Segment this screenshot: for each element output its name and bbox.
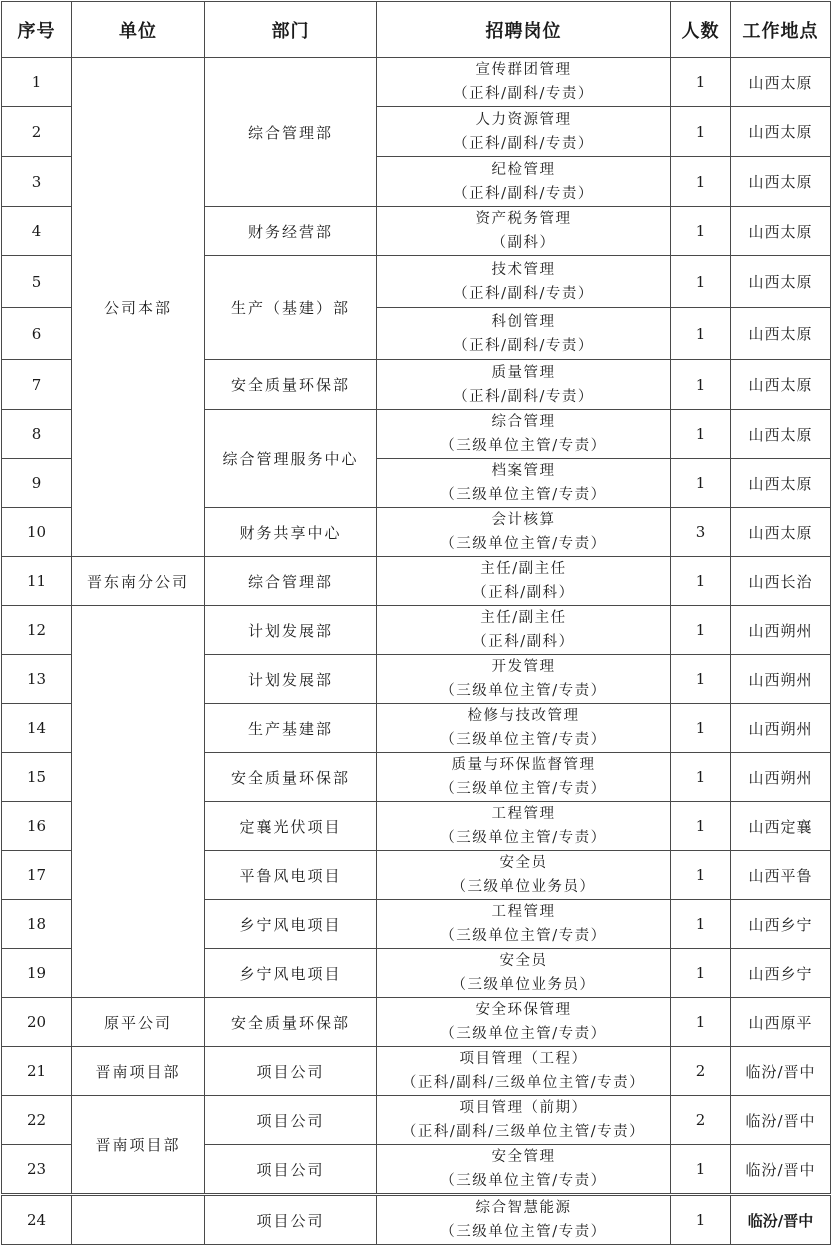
unit-cell: 晋南项目部 (72, 1047, 205, 1096)
row-location: 山西太原 (731, 207, 831, 256)
post-cell (377, 207, 671, 256)
row-count: 1 (671, 410, 731, 459)
table-row (2, 1195, 831, 1245)
post-level: （正科/副科） (472, 585, 575, 601)
post-level: （正科/副科/专责） (453, 388, 594, 405)
row-seq: 15 (2, 753, 72, 802)
post-cell (377, 606, 671, 655)
row-seq: 4 (2, 207, 72, 256)
header-count: 人数 (671, 2, 731, 58)
dept-cell: 综合管理部 (205, 557, 377, 606)
post-cell (377, 410, 671, 459)
post-level: （三级单位主管/专责） (440, 928, 607, 944)
row-count: 1 (671, 557, 731, 606)
post-title: 安全管理 (491, 1149, 556, 1165)
row-seq: 5 (2, 256, 72, 308)
row-seq: 6 (2, 308, 72, 360)
post-cell (377, 1096, 671, 1145)
post-title: 会计核算 (491, 512, 556, 528)
post-title: 项目管理（工程） (459, 1051, 588, 1067)
row-seq: 20 (2, 998, 72, 1047)
row-count: 1 (671, 704, 731, 753)
header-post: 招聘岗位 (377, 2, 671, 58)
post-cell (377, 900, 671, 949)
dept-cell: 项目公司 (205, 1096, 377, 1145)
row-count: 1 (671, 655, 731, 704)
row-location: 山西太原 (731, 58, 831, 107)
unit-cell: 原平公司 (72, 998, 205, 1047)
post-cell (377, 1047, 671, 1096)
row-count: 1 (671, 900, 731, 949)
unit-cell (72, 606, 205, 998)
row-location: 山西太原 (731, 508, 831, 557)
row-count: 1 (671, 949, 731, 998)
table-row (2, 58, 831, 107)
post-cell (377, 1145, 671, 1195)
post-cell (377, 459, 671, 508)
post-title: 工程管理 (491, 904, 556, 920)
row-seq: 19 (2, 949, 72, 998)
unit-cell (72, 1195, 205, 1245)
dept-cell: 财务共享中心 (205, 508, 377, 557)
post-title: 主任/副主任 (480, 561, 567, 577)
post-title: 科创管理 (491, 313, 556, 330)
row-seq: 1 (2, 58, 72, 107)
row-seq: 9 (2, 459, 72, 508)
post-title: 技术管理 (491, 261, 556, 278)
dept-cell: 计划发展部 (205, 606, 377, 655)
post-level: （三级单位主管/专责） (440, 683, 607, 699)
post-level: （三级单位主管/专责） (440, 732, 607, 748)
post-level: （正科/副科/专责） (453, 337, 594, 354)
post-cell (377, 557, 671, 606)
post-level: （正科/副科/专责） (453, 285, 594, 302)
post-cell (377, 256, 671, 308)
row-count: 1 (671, 606, 731, 655)
table-row (2, 1096, 831, 1145)
post-title: 纪检管理 (491, 161, 556, 178)
row-count: 2 (671, 1047, 731, 1096)
dept-cell: 财务经营部 (205, 207, 377, 256)
post-title: 人力资源管理 (475, 111, 572, 128)
post-level: （正科/副科/专责） (453, 86, 594, 102)
post-level: （三级单位业务员） (451, 879, 596, 895)
post-level: （正科/副科/三级单位主管/专责） (401, 1124, 646, 1140)
table-row (2, 557, 831, 606)
post-level: （三级单位业务员） (451, 977, 596, 993)
row-location: 山西太原 (731, 308, 831, 360)
row-count: 1 (671, 157, 731, 207)
unit-cell: 公司本部 (72, 58, 205, 557)
row-seq: 21 (2, 1047, 72, 1096)
post-cell (377, 704, 671, 753)
row-seq: 11 (2, 557, 72, 606)
row-seq: 3 (2, 157, 72, 207)
row-count: 1 (671, 1145, 731, 1195)
post-title: 开发管理 (491, 659, 556, 675)
post-title: 安全员 (499, 953, 548, 969)
post-cell (377, 58, 671, 107)
dept-cell: 综合管理部 (205, 58, 377, 207)
dept-cell: 生产（基建）部 (205, 256, 377, 360)
row-seq: 18 (2, 900, 72, 949)
post-cell (377, 157, 671, 207)
post-cell (377, 107, 671, 157)
post-cell (377, 949, 671, 998)
row-seq: 16 (2, 802, 72, 851)
post-title: 质量与环保监督管理 (451, 757, 596, 773)
row-count: 1 (671, 753, 731, 802)
recruitment-table (1, 1, 831, 1245)
header-location: 工作地点 (731, 2, 831, 58)
row-location: 临汾/晋中 (731, 1047, 831, 1096)
header-unit: 单位 (72, 2, 205, 58)
row-location: 山西定襄 (731, 802, 831, 851)
row-seq: 24 (2, 1195, 72, 1245)
post-cell (377, 508, 671, 557)
row-location: 临汾/晋中 (731, 1145, 831, 1195)
dept-cell: 计划发展部 (205, 655, 377, 704)
post-title: 质量管理 (491, 364, 556, 381)
row-seq: 23 (2, 1145, 72, 1195)
unit-cell: 晋南项目部 (72, 1096, 205, 1195)
post-title: 综合智慧能源 (475, 1200, 572, 1216)
dept-cell: 乡宁风电项目 (205, 900, 377, 949)
table-row (2, 1047, 831, 1096)
post-title: 档案管理 (491, 463, 556, 479)
row-location: 山西朔州 (731, 655, 831, 704)
row-location: 山西平鲁 (731, 851, 831, 900)
dept-cell: 项目公司 (205, 1047, 377, 1096)
row-location: 山西原平 (731, 998, 831, 1047)
post-cell (377, 753, 671, 802)
dept-cell: 项目公司 (205, 1195, 377, 1245)
row-seq: 12 (2, 606, 72, 655)
row-location: 山西太原 (731, 157, 831, 207)
dept-cell: 项目公司 (205, 1145, 377, 1195)
post-level: （三级单位主管/专责） (440, 1173, 607, 1189)
post-level: （正科/副科/专责） (453, 185, 594, 202)
row-count: 1 (671, 459, 731, 508)
post-level: （正科/副科/专责） (453, 135, 594, 152)
dept-cell: 乡宁风电项目 (205, 949, 377, 998)
row-count: 1 (671, 998, 731, 1047)
row-count: 1 (671, 1195, 731, 1245)
dept-cell: 定襄光伏项目 (205, 802, 377, 851)
row-count: 1 (671, 308, 731, 360)
row-location: 山西乡宁 (731, 900, 831, 949)
post-title: 资产税务管理 (475, 211, 572, 227)
row-count: 1 (671, 851, 731, 900)
post-cell (377, 360, 671, 410)
row-seq: 8 (2, 410, 72, 459)
post-title: 宣传群团管理 (475, 62, 572, 78)
post-level: （三级单位主管/专责） (440, 1026, 607, 1042)
post-cell (377, 308, 671, 360)
row-location: 山西太原 (731, 459, 831, 508)
dept-cell: 综合管理服务中心 (205, 410, 377, 508)
row-count: 1 (671, 802, 731, 851)
row-location: 山西太原 (731, 107, 831, 157)
post-title: 主任/副主任 (480, 610, 567, 626)
post-title: 检修与技改管理 (467, 708, 580, 724)
dept-cell: 平鲁风电项目 (205, 851, 377, 900)
row-seq: 2 (2, 107, 72, 157)
post-cell (377, 802, 671, 851)
dept-cell: 安全质量环保部 (205, 360, 377, 410)
row-count: 3 (671, 508, 731, 557)
row-location: 山西太原 (731, 410, 831, 459)
row-seq: 22 (2, 1096, 72, 1145)
row-location: 山西朔州 (731, 753, 831, 802)
post-level: （正科/副科/三级单位主管/专责） (401, 1075, 646, 1091)
post-level: （三级单位主管/专责） (440, 781, 607, 797)
row-location: 山西太原 (731, 360, 831, 410)
table-row (2, 606, 831, 655)
post-title: 项目管理（前期） (459, 1100, 588, 1116)
post-level: （副科） (491, 235, 556, 251)
row-seq: 13 (2, 655, 72, 704)
row-location: 临汾/晋中 (731, 1195, 831, 1245)
row-count: 1 (671, 207, 731, 256)
row-count: 2 (671, 1096, 731, 1145)
row-seq: 14 (2, 704, 72, 753)
post-level: （三级单位主管/专责） (440, 438, 607, 454)
header-seq: 序号 (2, 2, 72, 58)
unit-cell: 晋东南分公司 (72, 557, 205, 606)
post-level: （三级单位主管/专责） (440, 536, 607, 552)
row-location: 山西乡宁 (731, 949, 831, 998)
post-cell (377, 851, 671, 900)
dept-cell: 生产基建部 (205, 704, 377, 753)
row-location: 山西朔州 (731, 704, 831, 753)
table-row (2, 998, 831, 1047)
post-cell (377, 1195, 671, 1245)
dept-cell: 安全质量环保部 (205, 753, 377, 802)
dept-cell: 安全质量环保部 (205, 998, 377, 1047)
row-count: 1 (671, 107, 731, 157)
post-title: 综合管理 (491, 414, 556, 430)
header-row (2, 2, 831, 58)
post-title: 安全环保管理 (475, 1002, 572, 1018)
post-level: （三级单位主管/专责） (440, 487, 607, 503)
row-count: 1 (671, 256, 731, 308)
post-title: 安全员 (499, 855, 548, 871)
row-seq: 17 (2, 851, 72, 900)
post-level: （三级单位主管/专责） (440, 830, 607, 846)
post-cell (377, 655, 671, 704)
row-location: 临汾/晋中 (731, 1096, 831, 1145)
post-cell (377, 998, 671, 1047)
post-level: （正科/副科） (472, 634, 575, 650)
row-seq: 7 (2, 360, 72, 410)
row-seq: 10 (2, 508, 72, 557)
row-count: 1 (671, 360, 731, 410)
row-count: 1 (671, 58, 731, 107)
row-location: 山西长治 (731, 557, 831, 606)
post-title: 工程管理 (491, 806, 556, 822)
header-dept: 部门 (205, 2, 377, 58)
row-location: 山西太原 (731, 256, 831, 308)
row-location: 山西朔州 (731, 606, 831, 655)
post-level: （三级单位主管/专责） (440, 1224, 607, 1240)
